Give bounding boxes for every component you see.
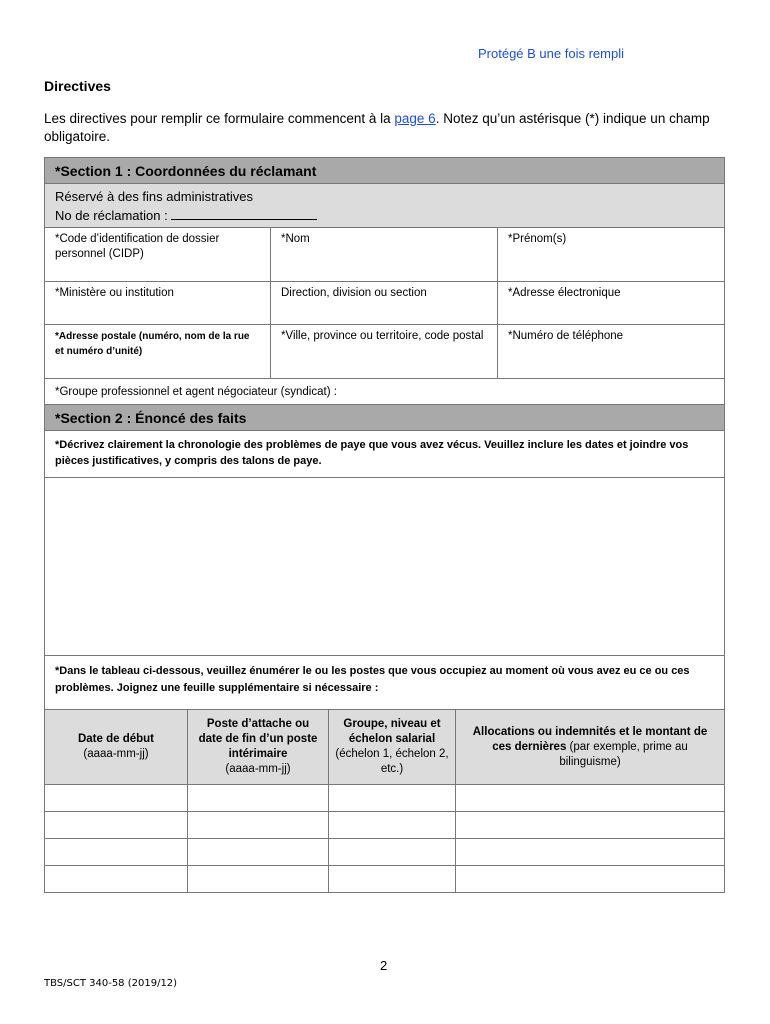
col-group-level: Groupe, niveau et échelon salarial (échelon 1, échelon 2, etc.) [329, 710, 456, 785]
table-cell[interactable] [188, 866, 329, 893]
directives-text-end: . Notez qu’un astérisque (*) indique un champ obligatoire. [44, 111, 710, 144]
admin-reserved-box [45, 184, 724, 228]
group-union-field[interactable]: *Groupe professionnel et agent négociateur (syndicat) : [45, 379, 724, 405]
personal-info-row-3 [45, 325, 724, 379]
table-row [45, 812, 724, 839]
facts-instruction: *Décrivez clairement la chronologie des problèmes de paye que vous avez vécus. Veuillez inclure les dates et joindre vos pièces justificatives, y compris des talons de paye. [45, 431, 724, 478]
admin-reserved-label: Réservé à des fins administratives [55, 189, 253, 204]
col-start-date: Date de début (aaaa-mm-jj) [45, 710, 188, 785]
email-field[interactable]: *Adresse électronique [508, 287, 621, 299]
claim-number-label: No de réclamation : [55, 208, 168, 223]
table-cell[interactable] [329, 839, 456, 866]
col-position-end-date: Poste d’attache ou date de fin d’un poste intérimaire (aaaa-mm-jj) [188, 710, 329, 785]
first-name-field[interactable]: *Prénom(s) [508, 233, 567, 245]
page-number: 2 [380, 958, 388, 973]
table-cell[interactable] [456, 866, 725, 893]
table-cell[interactable] [456, 785, 725, 812]
department-field[interactable]: *Ministère ou institution [45, 282, 271, 324]
table-cell[interactable] [188, 839, 329, 866]
table-cell[interactable] [45, 866, 188, 893]
claim-form [44, 157, 725, 893]
table-cell[interactable] [45, 785, 188, 812]
personal-info-row-1 [45, 228, 724, 282]
page-6-link[interactable]: page 6 [394, 111, 436, 126]
table-cell[interactable] [456, 839, 725, 866]
table-cell[interactable] [456, 812, 725, 839]
table-cell[interactable] [329, 812, 456, 839]
positions-table [45, 709, 724, 892]
table-row [45, 785, 724, 812]
section-2-title: *Section 2 : Énoncé des faits [45, 405, 724, 431]
col-allowances: Allocations ou indemnités et le montant de ces dernières (par exemple, prime au bilinguisme) [456, 710, 725, 785]
form-code: TBS/SCT 340-58 (2019/12) [44, 978, 178, 989]
table-row [45, 839, 724, 866]
table-row [45, 866, 724, 893]
positions-instruction: *Dans le tableau ci-dessous, veuillez énumérer le ou les postes que vous occupiez au moment où vous avez eu ce ou ces problèmes. Joignez une feuille supplémentaire si nécessaire : [55, 665, 690, 694]
section-1-title: *Section 1 : Coordonnées du réclamant [45, 158, 724, 184]
protected-b-label: Protégé B une fois rempli [478, 46, 624, 61]
positions-header-row [45, 710, 724, 785]
table-cell[interactable] [329, 866, 456, 893]
table-cell[interactable] [45, 839, 188, 866]
phone-field[interactable]: *Numéro de téléphone [508, 330, 624, 342]
directives-text [44, 110, 724, 146]
city-province-field[interactable]: *Ville, province ou territoire, code postal [271, 325, 498, 378]
branch-field[interactable]: Direction, division ou section [271, 282, 498, 324]
directives-title: Directives [44, 78, 111, 94]
table-cell[interactable] [329, 785, 456, 812]
personal-info-row-2 [45, 282, 724, 325]
last-name-field[interactable]: *Nom [271, 228, 498, 281]
cidp-field[interactable]: *Code d’identification de dossier personnel (CIDP) [45, 228, 271, 281]
table-cell[interactable] [45, 812, 188, 839]
facts-text-area[interactable] [45, 478, 724, 656]
claim-number-field[interactable] [171, 206, 317, 220]
mailing-address-field[interactable]: *Adresse postale (numéro, nom de la rue et numéro d’unité) [45, 325, 271, 378]
directives-text-start: Les directives pour remplir ce formulaire commencent à la [44, 111, 395, 126]
table-cell[interactable] [188, 785, 329, 812]
table-cell[interactable] [188, 812, 329, 839]
